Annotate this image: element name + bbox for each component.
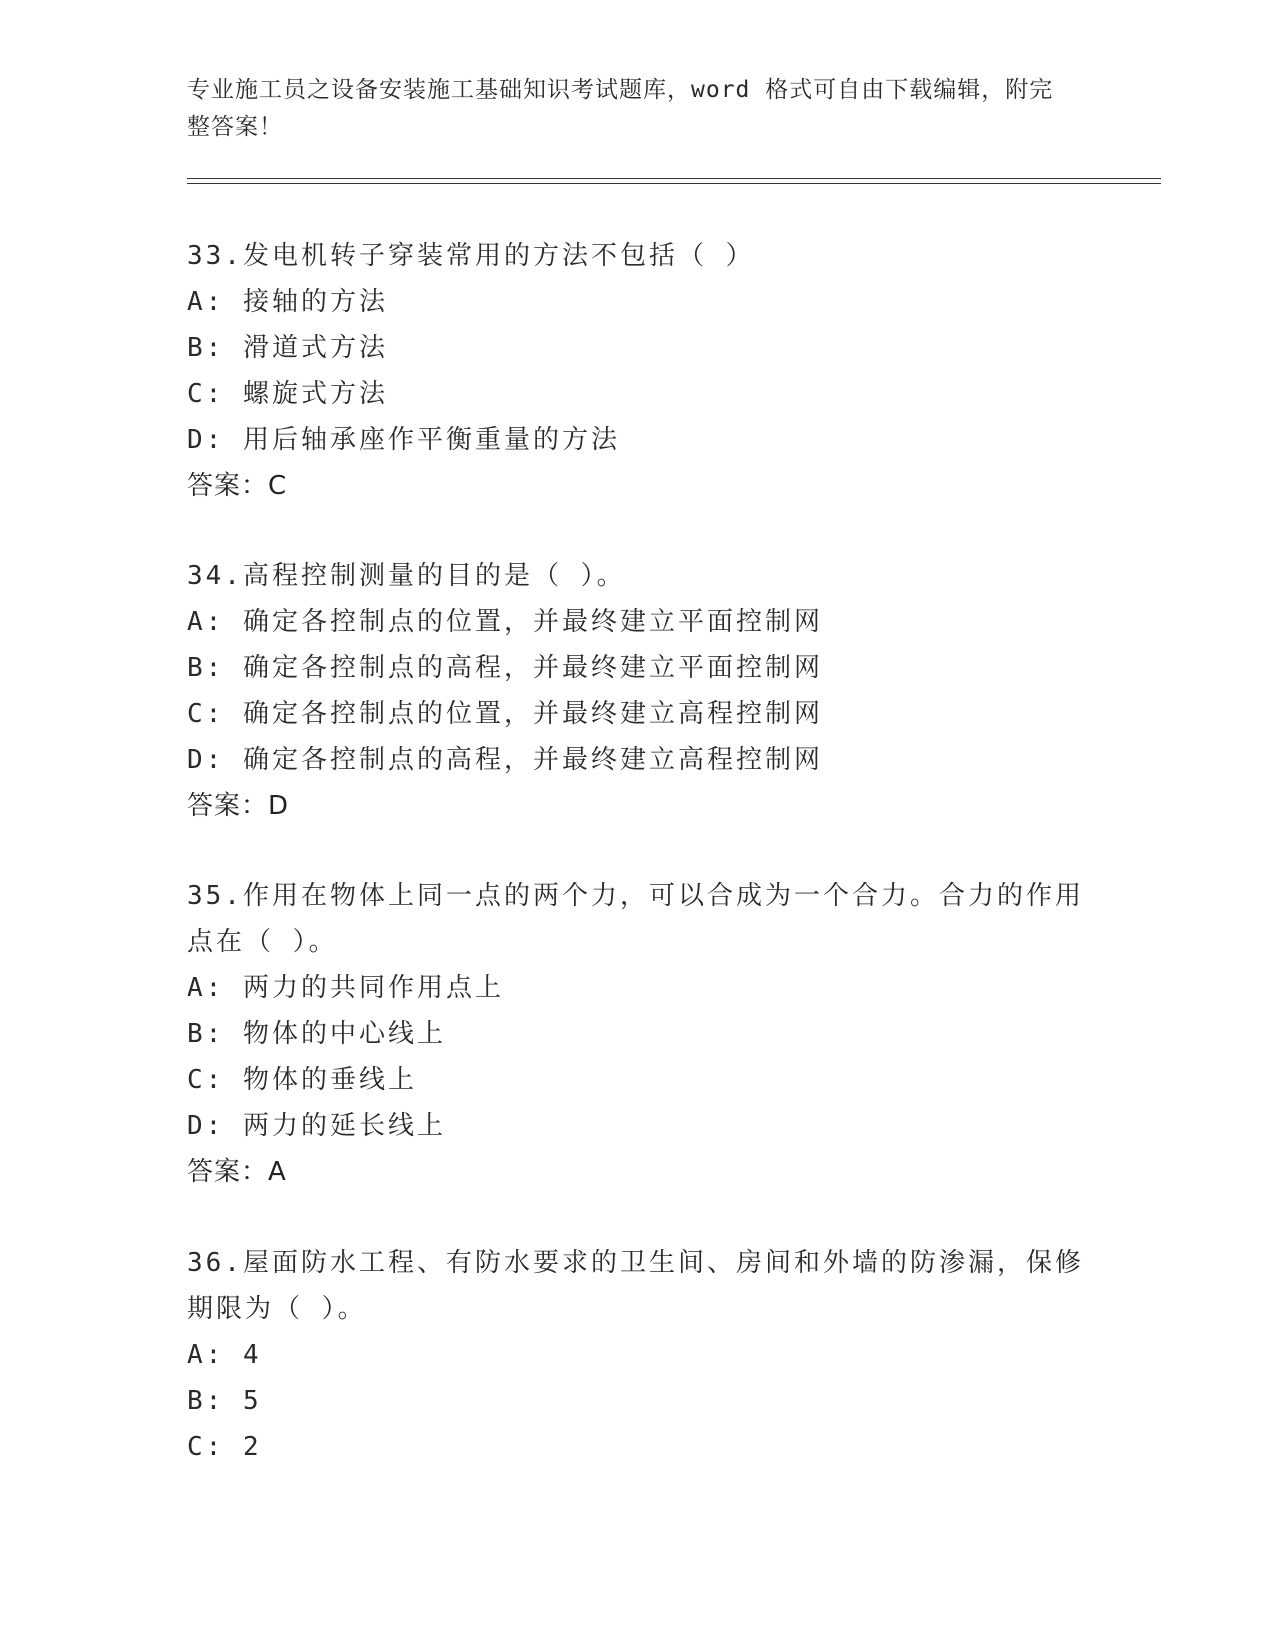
option-b: B: 5 bbox=[187, 1386, 262, 1416]
question-stem-line-2: 点在（ ）。 bbox=[187, 927, 338, 957]
question-stem-line-1: 35.作用在物体上同一点的两个力，可以合成为一个合力。合力的作用 bbox=[187, 881, 1084, 911]
answer: 答案：A bbox=[187, 1157, 287, 1187]
option-d: D: 用后轴承座作平衡重量的方法 bbox=[187, 425, 620, 455]
answer: 答案：C bbox=[187, 471, 288, 501]
option-a: A: 接轴的方法 bbox=[187, 287, 388, 317]
question-36 bbox=[187, 1240, 1087, 1470]
question-34 bbox=[187, 553, 1087, 829]
question-33 bbox=[187, 233, 1087, 509]
question-stem-line-2: 期限为（ ）。 bbox=[187, 1294, 367, 1324]
header-line-2: 整答案！ bbox=[187, 114, 283, 140]
option-b: B: 物体的中心线上 bbox=[187, 1019, 446, 1049]
header-divider-top bbox=[187, 178, 1161, 179]
answer: 答案：D bbox=[187, 791, 290, 821]
option-a: A: 确定各控制点的位置，并最终建立平面控制网 bbox=[187, 607, 823, 637]
option-d: D: 确定各控制点的高程，并最终建立高程控制网 bbox=[187, 745, 823, 775]
option-c: C: 螺旋式方法 bbox=[187, 379, 388, 409]
question-stem: 34.高程控制测量的目的是（ ）。 bbox=[187, 561, 626, 591]
option-c: C: 物体的垂线上 bbox=[187, 1065, 417, 1095]
option-d: D: 两力的延长线上 bbox=[187, 1111, 446, 1141]
question-35 bbox=[187, 873, 1087, 1195]
option-c: C: 确定各控制点的位置，并最终建立高程控制网 bbox=[187, 699, 823, 729]
question-stem-line-1: 36.屋面防水工程、有防水要求的卫生间、房间和外墙的防渗漏，保修 bbox=[187, 1248, 1084, 1278]
option-c: C: 2 bbox=[187, 1432, 262, 1462]
option-a: A: 两力的共同作用点上 bbox=[187, 973, 504, 1003]
question-stem: 33.发电机转子穿装常用的方法不包括（ ） bbox=[187, 241, 755, 271]
option-b: B: 滑道式方法 bbox=[187, 333, 388, 363]
header-line-1: 专业施工员之设备安装施工基础知识考试题库，word 格式可自由下载编辑，附完 bbox=[187, 77, 1054, 103]
document-header bbox=[187, 72, 1067, 146]
header-divider-bottom bbox=[187, 183, 1161, 184]
option-b: B: 确定各控制点的高程，并最终建立平面控制网 bbox=[187, 653, 823, 683]
option-a: A: 4 bbox=[187, 1340, 262, 1370]
